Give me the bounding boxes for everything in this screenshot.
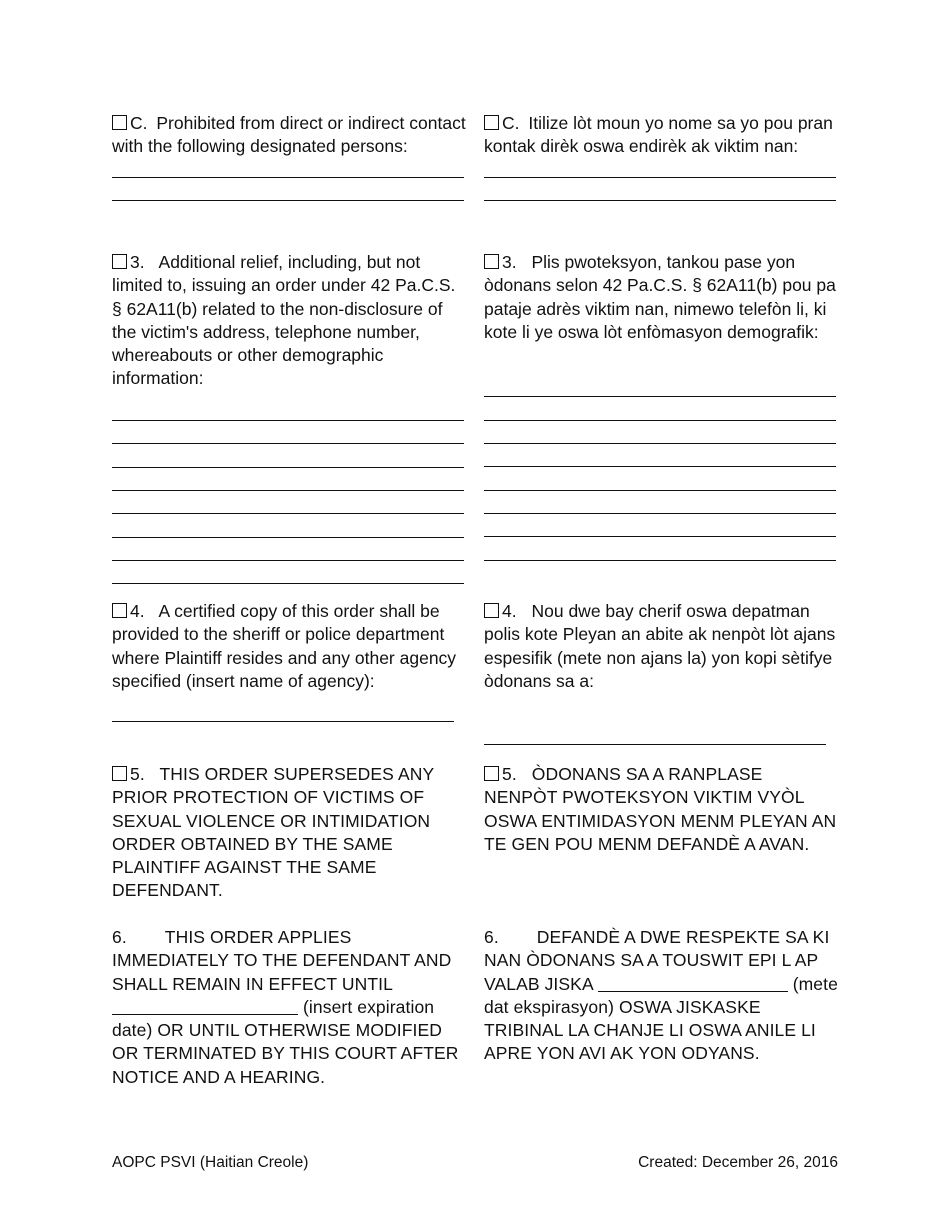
section-6-text-before: DEFANDÈ A DWE RESPEKTE SA KI NAN ÒDONANS SA A TOUSWIT EPI L AP VALAB JISKA xyxy=(484,927,830,994)
section-3-text: Additional relief, including, but not limited to, issuing an order under 42 Pa.C.S. § 62A11(b) related to the non-disclosure of the victim's address, telephone number, whereabouts or other demographic information: xyxy=(112,252,456,389)
fill-line[interactable] xyxy=(112,565,464,588)
fill-line[interactable] xyxy=(484,425,836,448)
section-6-number: 6. xyxy=(484,927,499,947)
fill-line[interactable] xyxy=(112,448,464,471)
section-c-text: Prohibited from direct or indirect contact with the following designated persons: xyxy=(112,113,466,157)
checkbox-5-english[interactable] xyxy=(112,766,127,781)
section-4-number: 4. xyxy=(130,601,145,621)
section-3-number: 3. xyxy=(502,252,517,272)
expiration-date-blank[interactable] xyxy=(598,975,788,992)
section-6-paragraph xyxy=(484,926,840,1066)
section-3-paragraph xyxy=(112,251,468,391)
section-4-paragraph xyxy=(112,600,468,693)
section-c-label: C. xyxy=(502,113,520,133)
section-6-number: 6. xyxy=(112,927,127,947)
fill-line[interactable] xyxy=(484,182,836,205)
checkbox-c-creole[interactable] xyxy=(484,115,499,130)
section-6-text-after: (insert expiration date) OR UNTIL OTHERWISE MODIFIED OR TERMINATED BY THIS COURT AFTER NOTICE AND A HEARING. xyxy=(112,996,459,1087)
fill-line[interactable] xyxy=(484,401,836,424)
section-c-text: Itilize lòt moun yo nome sa yo pou pran kontak dirèk oswa endirèk ak viktim nan: xyxy=(484,113,833,157)
section-5-paragraph xyxy=(484,763,840,856)
fill-line[interactable] xyxy=(484,448,836,471)
section-5-number: 5. xyxy=(130,764,145,784)
section-6-creole xyxy=(484,926,840,1066)
section-5-text: THIS ORDER SUPERSEDES ANY PRIOR PROTECTION OF VICTIMS OF SEXUAL VIOLENCE OR INTIMIDATION ORDER OBTAINED BY THE SAME PLAINTIFF AGAINST THE SAME DEFENDANT. xyxy=(112,764,434,901)
section-3-paragraph xyxy=(484,251,840,344)
section-4-text: Nou dwe bay cherif oswa depatman polis kote Pleyan an abite ak nenpòt lòt ajans espesifik (mete non ajans la) yon kopi sètifye òdonans sa a: xyxy=(484,601,836,691)
section-3-text: Plis pwoteksyon, tankou pase yon òdonans selon 42 Pa.C.S. § 62A11(b) pou pa pataje adrès viktim nan, nimewo telefòn li, ki kote li ye oswa lòt enfòmasyon demografik: xyxy=(484,252,836,342)
section-c-paragraph xyxy=(112,112,468,159)
section-4-paragraph xyxy=(484,600,840,693)
fill-line[interactable] xyxy=(484,159,836,182)
footer-created-date: Created: December 26, 2016 xyxy=(638,1154,838,1171)
fill-line[interactable] xyxy=(484,518,836,541)
section-4-text: A certified copy of this order shall be provided to the sheriff or police department where Plaintiff resides and any other agency specified (insert name of agency): xyxy=(112,601,457,691)
fill-line[interactable] xyxy=(112,182,464,205)
section-5-number: 5. xyxy=(502,764,517,784)
checkbox-4-creole[interactable] xyxy=(484,603,499,618)
fill-line[interactable] xyxy=(484,378,836,401)
expiration-date-blank[interactable] xyxy=(112,998,298,1015)
checkbox-c-english[interactable] xyxy=(112,115,127,130)
section-c-label: C. xyxy=(130,113,148,133)
footer-form-id: AOPC PSVI (Haitian Creole) xyxy=(112,1154,309,1171)
fill-line[interactable] xyxy=(112,518,464,541)
section-4-creole xyxy=(484,600,840,749)
fill-line[interactable] xyxy=(484,541,836,564)
section-3-creole xyxy=(484,251,840,565)
section-5-paragraph xyxy=(112,763,468,903)
section-c-english xyxy=(112,112,468,205)
section-6-english xyxy=(112,926,468,1089)
section-6-text-after: (mete dat ekspirasyon) OSWA JISKASKE TRIBINAL LA CHANJE LI OSWA ANILE LI APRE YON AVI AK YON ODYANS. xyxy=(484,973,838,1064)
section-3-number: 3. xyxy=(130,252,145,272)
checkbox-4-english[interactable] xyxy=(112,603,127,618)
agency-fill-line[interactable] xyxy=(112,703,454,726)
section-c-creole xyxy=(484,112,840,205)
fill-line[interactable] xyxy=(112,402,464,425)
fill-line[interactable] xyxy=(112,159,464,182)
fill-line[interactable] xyxy=(112,542,464,565)
fill-line[interactable] xyxy=(112,472,464,495)
checkbox-5-creole[interactable] xyxy=(484,766,499,781)
checkbox-3-creole[interactable] xyxy=(484,254,499,269)
agency-fill-line[interactable] xyxy=(484,726,826,749)
section-3-english xyxy=(112,251,468,588)
section-5-english xyxy=(112,763,468,903)
section-4-number: 4. xyxy=(502,601,517,621)
section-5-creole xyxy=(484,763,840,856)
section-5-text: ÒDONANS SA A RANPLASE NENPÒT PWOTEKSYON VIKTIM VYÒL OSWA ENTIMIDASYON MENM PLEYAN AN TE GEN POU MENM DEFANDÈ A AVAN. xyxy=(484,764,837,854)
section-6-paragraph xyxy=(112,926,468,1089)
fill-line[interactable] xyxy=(112,425,464,448)
fill-line[interactable] xyxy=(484,495,836,518)
fill-line[interactable] xyxy=(112,495,464,518)
section-c-paragraph xyxy=(484,112,840,159)
fill-line[interactable] xyxy=(484,471,836,494)
section-4-english xyxy=(112,600,468,726)
section-6-text-before: THIS ORDER APPLIES IMMEDIATELY TO THE DEFENDANT AND SHALL REMAIN IN EFFECT UNTIL xyxy=(112,927,452,994)
checkbox-3-english[interactable] xyxy=(112,254,127,269)
